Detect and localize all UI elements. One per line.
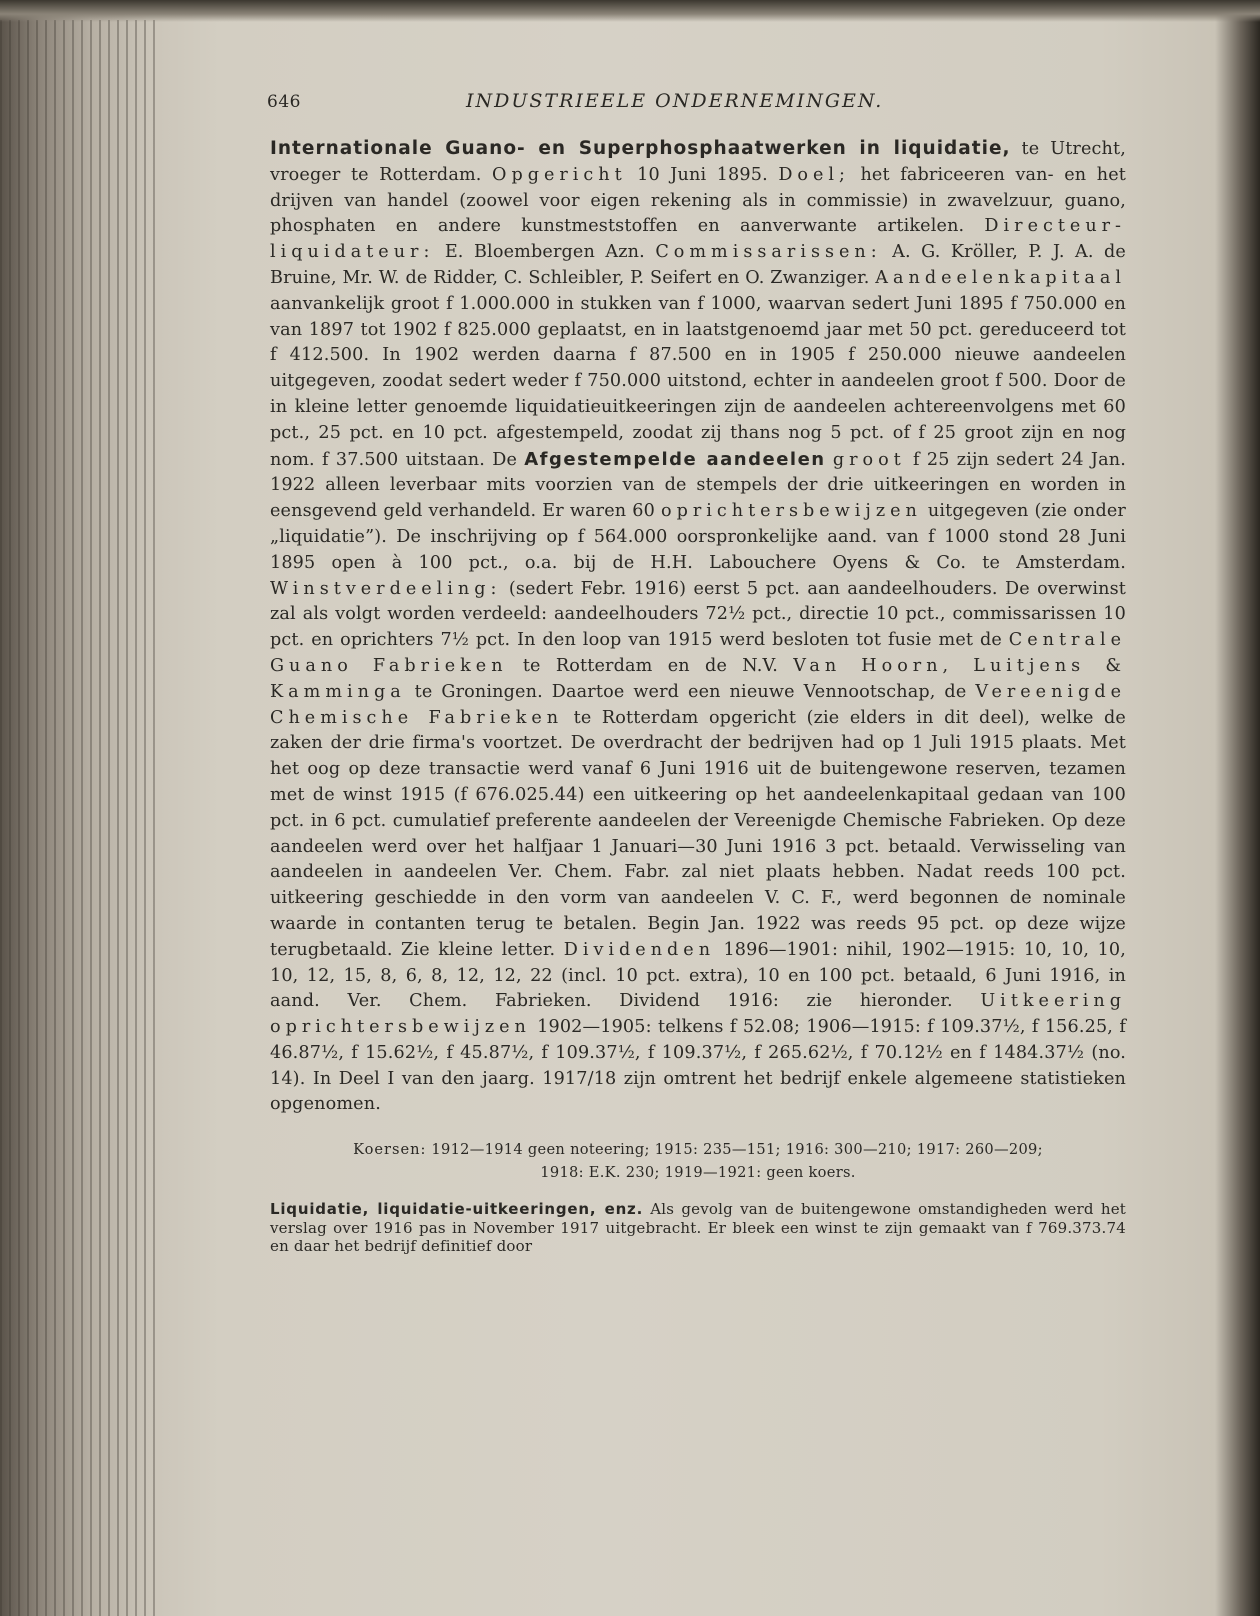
- entry-text-3: het fabriceeren van- en het drijven van handel (zoowel voor eigen rekening als in commissie) in zwavelzuur, guano, phosphaten en andere kunstmeststoffen en aanverwante artikelen.: [270, 164, 1126, 237]
- koersen-block: [270, 1138, 1126, 1184]
- label-oprichtersbewijzen: oprichtersbewijzen: [661, 501, 922, 522]
- entry-text-9: uitgegeven (zie onder „liquidatie”). De inschrijving op f 564.000 oorspronkelijke aand. van f 1000 stond 28 Juni 1895 open à 100 pct., o.a. bij de H.H. Labouchere Oyens & Co. te Amsterdam.: [270, 501, 1126, 573]
- label-doel: Doel;: [778, 164, 850, 185]
- running-title: INDUSTRIEELE ONDERNEMINGEN.: [466, 90, 884, 112]
- entry-text-14: 1896—1901: nihil, 1902—1915: 10, 10, 10, 10, 12, 15, 8, 6, 8, 12, 12, 22 (incl. 10 pct. extra), 10 en 100 pct. betaald, 6 Juni 1916, in aand. Ver. Chem. Fabrieken. Dividend 1916: zie hieronder.: [270, 939, 1127, 1012]
- label-afgestempelde: Afgestempelde aandeelen: [524, 448, 826, 470]
- label-van-hoorn: Van Hoorn, Luitjens & Kamminga: [270, 655, 1126, 702]
- liquidatie-paragraph: [270, 1200, 1126, 1256]
- label-opgericht: Opgericht: [492, 164, 627, 185]
- label-groot: groot: [832, 449, 906, 470]
- label-aandeelenkapitaal: Aandeelenkapitaal: [875, 267, 1126, 288]
- label-vereenigde: Vereenigde Chemische Fabrieken: [270, 681, 1126, 728]
- liquidatie-heading: Liquidatie, liquidatie-uitkeeringen, enz.: [270, 1200, 644, 1219]
- entry-text-6: aanvankelijk groot f 1.000.000 in stukken van f 1000, waarvan sedert Juni 1895 f 750.000 en van 1897 tot 1902 f 825.000 geplaatst, en in laatstgenoemd jaar met 50 pct. gereduceerd tot f 412.500. In 1902 werden daarna f 87.500 en in 1905 f 250.000 nieuwe aandeelen uitgegeven, zoodat sedert weder f 750.000 uitstond, echter in aandeelen groot f 500. Door de in kleine letter genoemde liquidatieuitkeeringen zijn de aandeelen achtereenvolgens met 60 pct., 25 pct. en 10 pct. afgestempeld, zoodat zij thans nog 5 pct. of f 25 groot zijn en nog nom. f 37.500 uitstaan. De: [270, 293, 1126, 470]
- book-spine-edges: [0, 20, 160, 1616]
- koersen-line-1: [270, 1138, 1126, 1161]
- koersen-line-2: 1918: E.K. 230; 1919—1921: geen koers.: [540, 1164, 856, 1182]
- koersen-text-1: 1912—1914 geen noteering; 1915: 235—151; 1916: 300—210; 1917: 260—209;: [426, 1141, 1043, 1159]
- label-uitkeering: Uitkeering oprichtersbewijzen: [270, 991, 1126, 1038]
- company-entry: [270, 136, 1126, 1118]
- koersen-label: Koersen:: [353, 1141, 427, 1159]
- company-name: Internationale Guano- en Superphosphaatwerken in liquidatie,: [270, 138, 1011, 159]
- entry-text-8: f 25 zijn sedert 24 Jan. 1922 alleen leverbaar mits voorzien van de stempels der drie uitkeeringen en worden in eensgevend geld verhandeld. Er waren 60: [270, 449, 1126, 522]
- page-number: 646: [267, 92, 301, 112]
- entry-text-7: [826, 450, 833, 470]
- entry-text-13: te Rotterdam opgericht (zie elders in dit deel), welke de zaken der drie firma's voortzet. De overdracht der bedrijven had op 1 Juli 1915 plaats. Met het oog op deze transactie werd vanaf 6 Juni 1916 uit de buitengewone reserven, tezamen met de winst 1915 (f 676.025.44) een uitkeering op het aandeelenkapitaal gedaan van 100 pct. in 6 pct. cumulatief preferente aandeelen der Vereenigde Chemische Fabrieken. Op deze aandeelen werd over het halfjaar 1 Januari—30 Juni 1916 3 pct. betaald. Verwisseling van aandeelen in aandeelen Ver. Chem. Fabr. zal niet plaats hebben. Nadat reeds 100 pct. uitkeering geschiedde in den vorm van aandeelen V. C. F., werd begonnen de nominale waarde in contanten terug te betalen. Begin Jan. 1922 was reeds 95 pct. op deze wijze terugbetaald. Zie kleine letter.: [270, 707, 1126, 960]
- entry-text-1: te Utrecht, vroeger te Rotterdam.: [270, 139, 1126, 185]
- entry-text-11: te Rotterdam en de N.V.: [507, 655, 794, 676]
- label-centrale: Centrale Guano Fabrieken: [270, 630, 1126, 676]
- entry-text-10: (sedert Febr. 1916) eerst 5 pct. aan aandeelhouders. De overwinst zal als volgt worden verdeeld: aandeelhouders 72½ pct., directie 10 pct., commissarissen 10 pct. en oprichters 7½ pct. In den loop van 1915 werd besloten tot fusie met de: [270, 578, 1126, 651]
- label-dividenden: Dividenden: [563, 939, 716, 960]
- entry-text-5: A. G. Kröller, P. J. A. de Bruine, Mr. W. de Ridder, C. Schleibler, P. Seifert en O. Zwanziger.: [270, 242, 1126, 288]
- label-directeur: Directeur-liquidateur:: [270, 216, 1126, 263]
- label-commissarissen: Commissarissen:: [655, 242, 882, 263]
- label-winstverdeeling: Winstverdeeling:: [270, 578, 502, 599]
- entry-text-4: E. Bloembergen Azn.: [434, 242, 656, 263]
- entry-text-12: te Groningen. Daartoe werd een nieuwe Vennootschap, de: [405, 681, 976, 702]
- entry-text-2: 10 Juni 1895.: [626, 164, 779, 185]
- liquidatie-text: Als gevolg van de buitengewone omstandigheden werd het verslag over 1916 pas in November 1917 uitgebracht. Er bleek een winst te zijn gemaakt van f 769.373.74 en daar het bedrijf definitief door: [270, 1200, 1126, 1256]
- running-head: [267, 88, 1126, 122]
- top-page-edge: [0, 0, 1260, 22]
- entry-text-15: 1902—1905: telkens f 52.08; 1906—1915: f 109.37½, f 156.25, f 46.87½, f 15.62½, f 45.87½, f 109.37½, f 109.37½, f 265.62½, f 70.12½ en f 1484.37½ (no. 14). In Deel I van den jaarg. 1917/18 zijn omtrent het bedrijf enkele algemeene statistieken opgenomen.: [270, 1017, 1126, 1115]
- page-content: [267, 88, 1127, 1256]
